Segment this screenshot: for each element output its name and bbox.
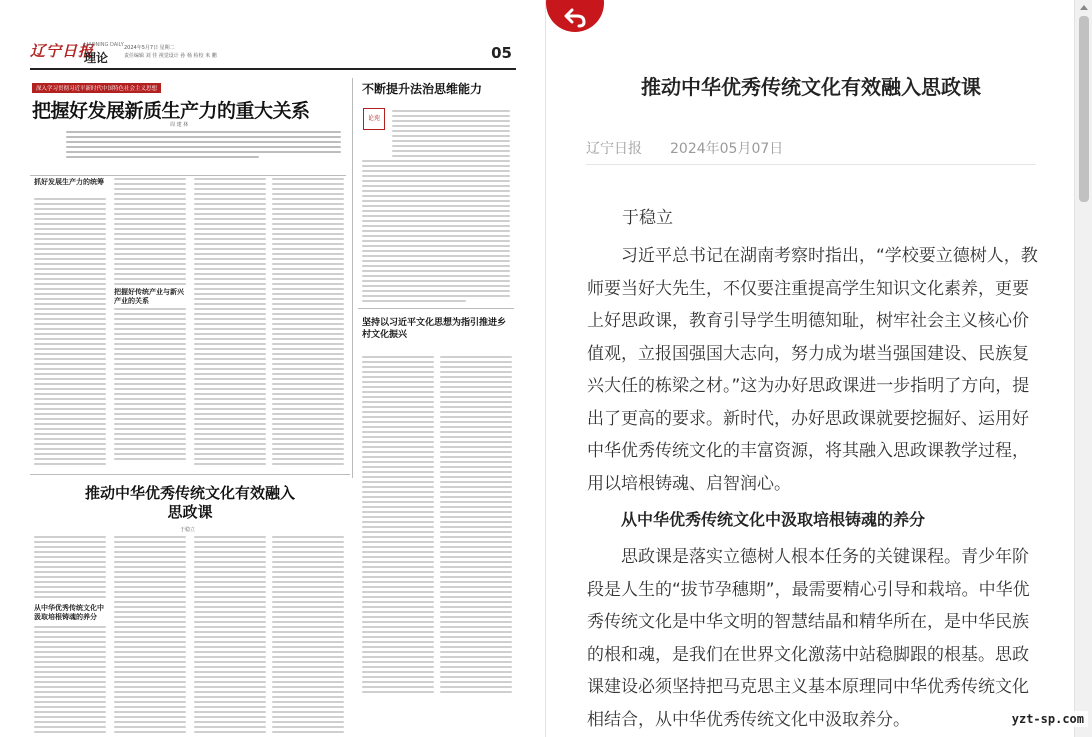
article-paragraph: 习近平总书记在湖南考察时指出，“学校要立德树人，教师要当好大先生，不仅要注重提高学生知识文化素养，更要上好思政课，教育引导学生明德知耻，树牢社会主义核心价值观，立报国强国大志向，努力成为堪当强国建设、民族复兴大任的栋梁之材。”这为办好思政课进一步指明了方向，提出了更高的要求。新时代，办好思政课就要挖掘好、运用好中华优秀传统文化的丰富资源，将其融入思政课教学过程，用以培根铸魂、启智润心。 — [587, 246, 1038, 494]
article-column — [34, 536, 106, 601]
section-label-2: 把握好传统产业与新兴产业的关系 — [114, 288, 184, 305]
article-column — [34, 626, 106, 736]
article-paragraph: 思政课是落实立德树人根本任务的关键课程。青少年阶段是人生的“拔节孕穗期”，最需要精心引导和栽培。中华优秀传统文化是中华文明的智慧结晶和精华所在，是中华民族的根和魂，是我们在世界文化激荡中站稳脚跟的根基。思政课建设必须坚持把马克思主义基本原理同中华优秀传统文化相结合，从中华优秀传统文化中汲取养分。 — [587, 547, 1030, 730]
section-divider — [358, 308, 514, 309]
right-headline[interactable]: 不断提升法治思维能力 — [362, 82, 483, 96]
focus-article-headline[interactable]: 推动中华优秀传统文化有效融入思政课 — [84, 484, 295, 521]
article-column — [114, 308, 186, 463]
article-column — [362, 356, 434, 696]
back-button[interactable] — [546, 0, 604, 32]
date-line: 2024年5月7日 星期二 — [124, 45, 175, 51]
column-divider — [352, 78, 353, 478]
meta-divider — [586, 164, 1036, 165]
masthead-info — [124, 44, 217, 60]
article-column — [272, 178, 344, 468]
editor-line: 责任编辑 刘 佳 视觉设计 孙 杨 检校 米 鹏 — [124, 53, 217, 59]
section-label-1: 抓好发展生产力的统筹 — [34, 178, 104, 186]
article-panel — [546, 0, 1074, 737]
scroll-up-arrow-icon[interactable] — [1080, 5, 1088, 10]
masthead-rule — [30, 68, 516, 70]
column-seal: 论苑 — [363, 108, 385, 130]
main-byline: 周 建 林 — [170, 122, 189, 128]
article-column — [114, 178, 186, 288]
article-column — [194, 536, 266, 736]
page-number: 05 — [491, 44, 512, 62]
article-subheading: 从中华优秀传统文化中汲取培根铸魂的养分 — [621, 510, 926, 529]
focus-article-author: 于稳立 — [180, 527, 196, 533]
section-name: 理论 — [84, 51, 109, 65]
article-title: 推动中华优秀传统文化有效融入思政课 — [641, 75, 981, 99]
masthead-sub: LIAONING DAILY — [84, 42, 124, 48]
masthead — [30, 40, 516, 66]
article-column — [114, 536, 186, 736]
article-column — [272, 536, 344, 736]
main-headline[interactable]: 把握好发展新质生产力的重大关系 — [32, 100, 310, 122]
kicker-label: 深入学习贯彻习近平新时代中国特色社会主义思想 — [32, 83, 161, 93]
scroll-thumb[interactable] — [1079, 16, 1089, 202]
section-divider — [30, 175, 346, 176]
article-source[interactable]: 辽宁日报 — [586, 141, 642, 157]
masthead-logo: 辽宁日报 — [30, 42, 95, 60]
article-column — [34, 198, 106, 468]
back-arrow-icon — [563, 8, 587, 28]
article-body — [587, 240, 1039, 736]
article-meta — [586, 138, 783, 158]
section-label-3: 从中华优秀传统文化中汲取培根铸魂的养分 — [34, 604, 104, 621]
article-column — [440, 356, 512, 696]
article-column — [194, 178, 266, 468]
lead-paragraph — [66, 131, 341, 161]
section-divider — [30, 474, 350, 475]
article-column — [392, 110, 510, 160]
article-date: 2024年05月07日 — [670, 141, 784, 157]
article-column — [362, 160, 510, 305]
article-author: 于稳立 — [622, 208, 673, 228]
watermark: yzt-sp.com — [1008, 711, 1088, 727]
sub-headline-2[interactable]: 坚持以习近平文化思想为指引推进乡村文化振兴 — [362, 318, 507, 340]
vertical-scrollbar[interactable] — [1074, 0, 1092, 737]
